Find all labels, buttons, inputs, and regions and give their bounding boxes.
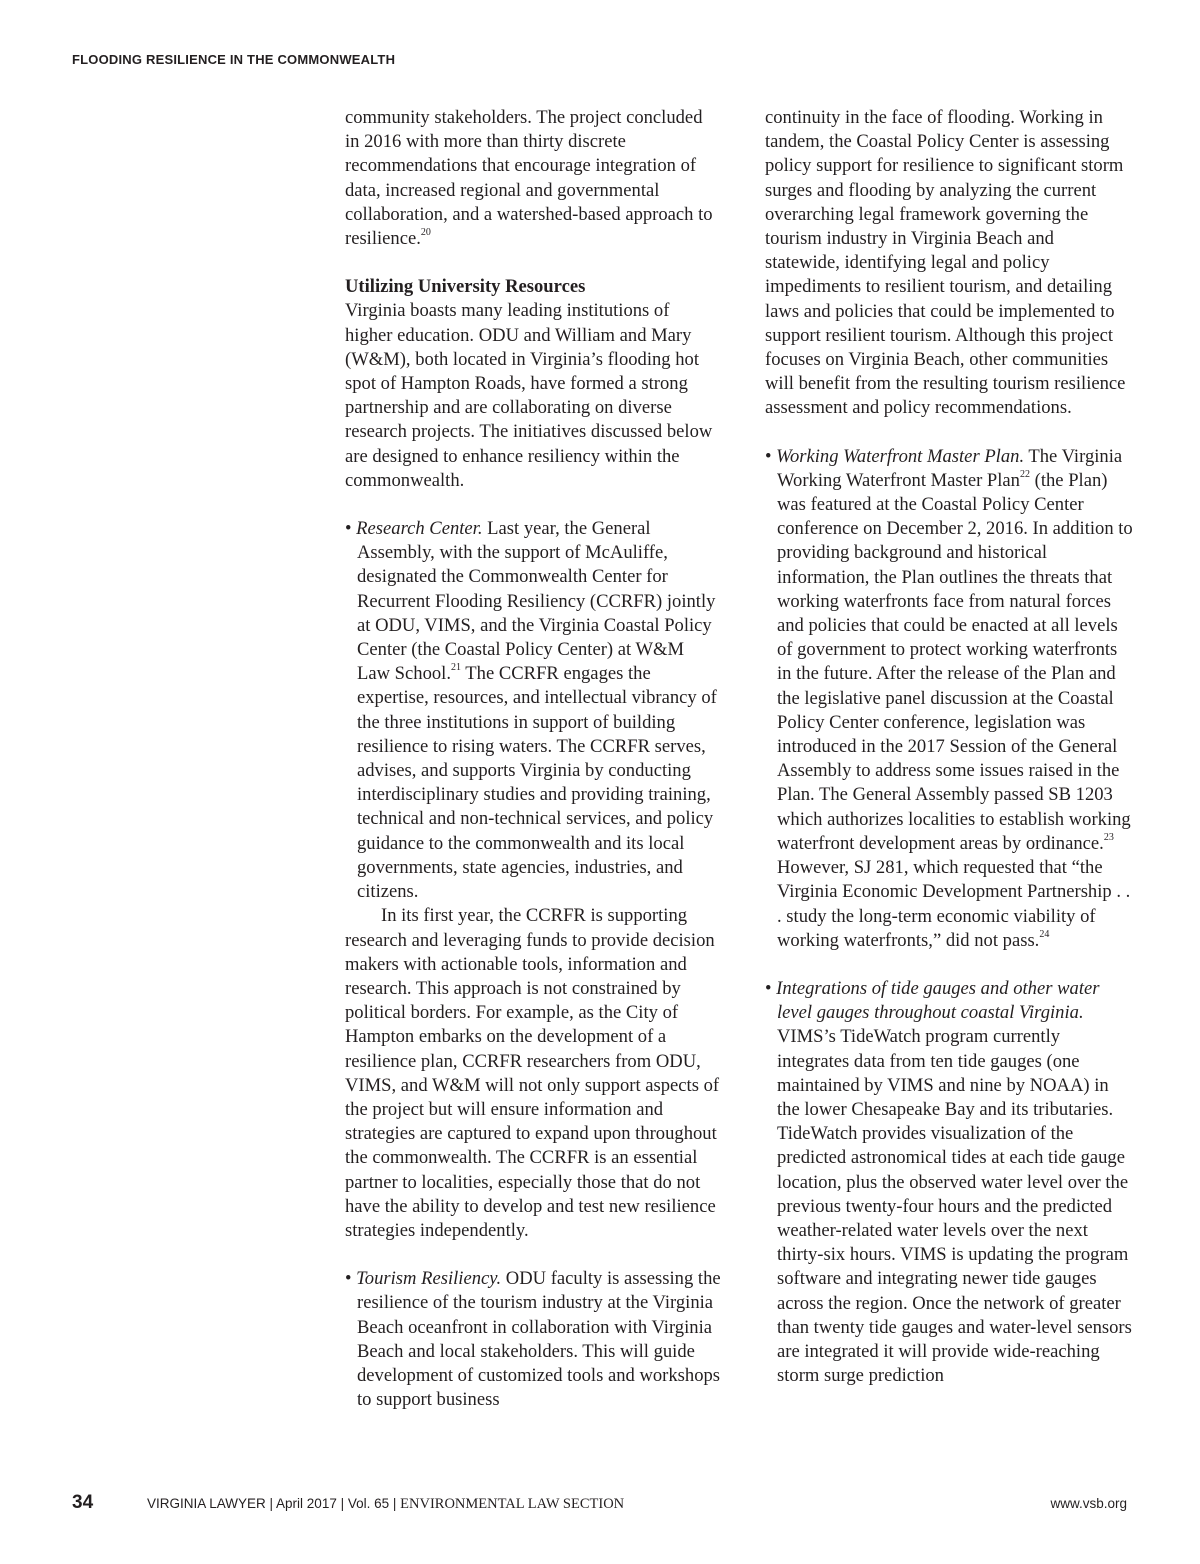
bullet-title: Integrations of tide gauges and other water level gauges throughout coastal Virginia. bbox=[776, 977, 1100, 1024]
bullet-tourism-resiliency: • Tourism Resiliency. ODU faculty is assessing the resilience of the tourism industry at the Virginia Beach oceanfront in collaboration with Virginia Beach and local stakeholders. This will guide development of customized tools and workshops to support business bbox=[345, 1268, 721, 1411]
left-column bbox=[345, 106, 721, 1412]
bullet-working-waterfront: • Working Waterfront Master Plan. The Virginia Working Waterfront Master Plan$^{22}$ (the Plan) was featured at the Coastal Policy Center conference on December 2, 2016. In addition to providing background and historical information, the Plan outlines the threats that working waterfronts face from natural forces and policies that could be enacted at all levels of government to protect working waterfronts in the future. After the release of the Plan and the legislative panel discussion at the Coastal Policy Center conference, legislation was introduced in the 2017 Session of the General Assembly to address some issues raised in the Plan. The General Assembly passed SB 1203 which authorizes localities to establish working waterfront development areas by ordinance.$^{23}$ However, SJ 281, which requested that “the Virginia Economic Development Partnership . . . study the long-term economic viability of working waterfronts,” did not pass.$^{24}$ bbox=[765, 445, 1133, 951]
bullet-research-center: • Research Center. Last year, the General Assembly, with the support of McAuliffe, designated the Commonwealth Center for Recurrent Flooding Resiliency (CCRFR) jointly at ODU, VIMS, and the Virginia Coastal Policy Center (the Coastal Policy Center) at W&M Law School.$^{21}$ The CCRFR engages the expertise, resources, and intellectual vibrancy of the three institutions in support of building resilience to rising waters. The CCRFR serves, advises, and supports Virginia by conducting interdisciplinary studies and providing training, technical and non-technical services, and policy guidance to the commonwealth and its local governments, state agencies, industries, and citizens. bbox=[345, 518, 717, 903]
university-paragraph: Virginia boasts many leading institutions of higher education. ODU and William and Mary (W&M), both located in Virginia’s flooding hot spot of Hampton Roads, have formed a strong partnership and are collaborating on diverse research projects. The initiatives discussed below are designed to enhance resiliency within the commonwealth. bbox=[345, 300, 713, 491]
first-year-paragraph: In its first year, the CCRFR is supporting research and leveraging funds to provide decision makers with actionable tools, information and research. This approach is not constrained by political borders. For example, as the City of Hampton embarks on the development of a resilience plan, CCRFR researchers from ODU, VIMS, and W&M will not only support aspects of the project but will ensure information and strategies are captured to expand upon throughout the commonwealth. The CCRFR is an essential partner to localities, especially those that do not have the ability to develop and test new resilience strategies independently. bbox=[345, 905, 720, 1241]
footnote-ref-21[interactable]: 21 bbox=[451, 662, 461, 674]
publication-info: VIRGINIA LAWYER | April 2017 | Vol. 65 | ENVIRONMENTAL LAW SECTION bbox=[147, 1496, 625, 1512]
website-link[interactable]: www.vsb.org bbox=[1050, 1496, 1127, 1511]
right-column bbox=[765, 106, 1133, 1388]
footnote-ref-23[interactable]: 23 bbox=[1103, 831, 1114, 843]
footnote-ref-22[interactable]: 22 bbox=[1019, 468, 1030, 480]
page-number: 34 bbox=[72, 1492, 94, 1513]
subheading-university-resources: Utilizing University Resources bbox=[345, 276, 586, 298]
intro-paragraph: community stakeholders. The project concluded in 2016 with more than thirty discrete recommendations that encourage integration of data, increased regional and governmental collaboration, and a watershed-based approach to resilience.$^{20}$ bbox=[345, 107, 713, 250]
footnote-ref-20[interactable]: 20 bbox=[420, 226, 431, 238]
footnote-ref-24[interactable]: 24 bbox=[1039, 928, 1050, 940]
section-header: FLOODING RESILIENCE IN THE COMMONWEALTH bbox=[72, 52, 396, 67]
bullet-title: Research Center. bbox=[356, 518, 483, 540]
continuity-paragraph: continuity in the face of flooding. Working in tandem, the Coastal Policy Center is assessing policy support for resilience to significant storm surges and flooding by analyzing the current overarching legal framework governing the tourism industry in Virginia Beach and statewide, identifying legal and policy impediments to resilient tourism, and detailing laws and policies that could be implemented to support resilient tourism. Although this project focuses on Virginia Beach, other communities will benefit from the resulting tourism resilience assessment and policy recommendations. bbox=[765, 107, 1126, 419]
bullet-title: Working Waterfront Master Plan. bbox=[776, 445, 1025, 467]
bullet-tide-gauges: • Integrations of tide gauges and other water level gauges throughout coastal Virginia. VIMS’s TideWatch program currently integrates data from ten tide gauges (one maintained by VIMS and nine by NOAA) in the lower Chesapeake Bay and its tributaries. TideWatch provides visualization of the predicted astronomical tides at each tide gauge location, plus the observed water level over the previous twenty-four hours and the predicted weather-related water levels over the next thirty-six hours. VIMS is updating the program software and integrating newer tide gauges across the region. Once the network of greater than twenty tide gauges and water-level sensors are integrated it will provide wide-reaching storm surge prediction bbox=[765, 977, 1132, 1387]
bullet-title: Tourism Resiliency. bbox=[356, 1268, 502, 1290]
section-label: ENVIRONMENTAL LAW SECTION bbox=[400, 1496, 625, 1512]
